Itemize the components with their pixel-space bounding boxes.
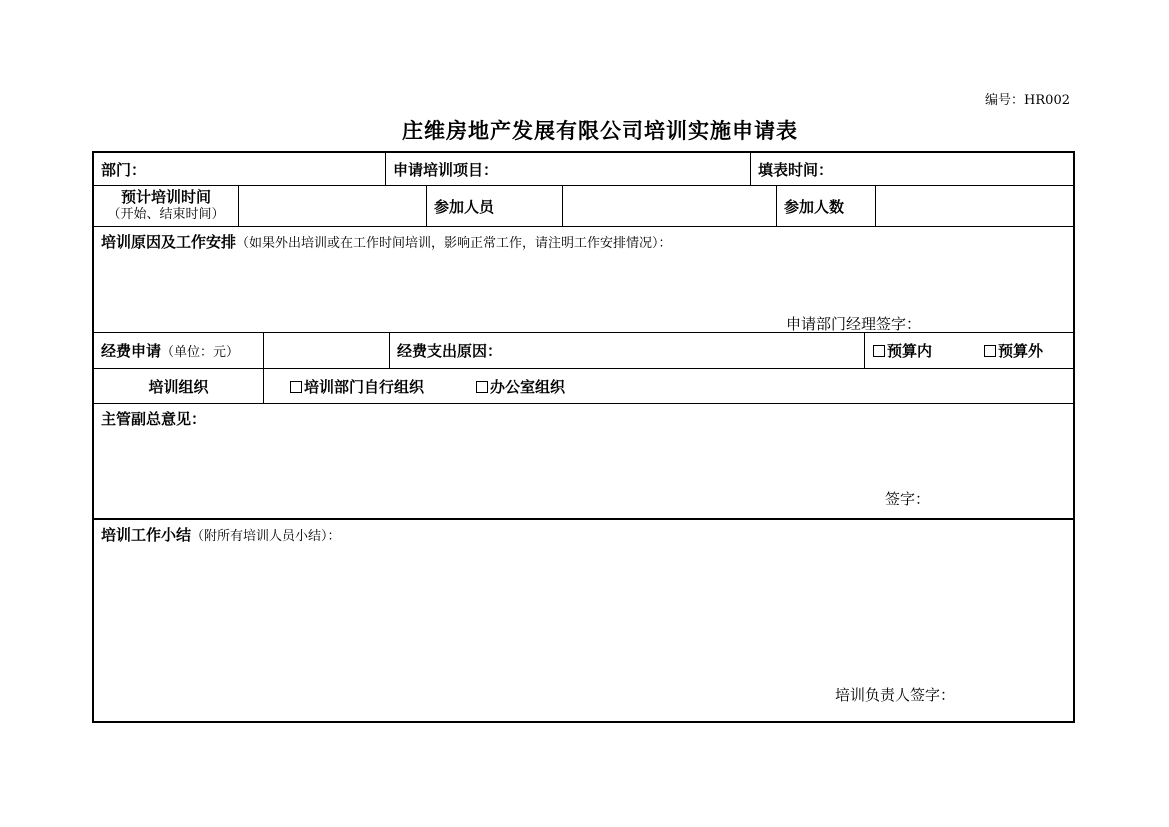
vp-opinion-label: 主管副总意见： xyxy=(101,410,207,428)
office-option[interactable] xyxy=(476,376,565,397)
fill-time-label: 填表时间： xyxy=(758,160,834,179)
department-label: 部门： xyxy=(101,160,147,179)
participant-count-input[interactable] xyxy=(876,186,1073,226)
planned-time-label: 预计培训时间 xyxy=(120,188,211,206)
in-budget-label: 预算内 xyxy=(887,342,933,360)
serial-number: 编号：HR002 xyxy=(985,93,1070,108)
budget-options-cell xyxy=(865,333,1073,368)
dept-self-checkbox[interactable] xyxy=(290,381,302,393)
participants-label-cell xyxy=(427,186,563,226)
training-reason-cell[interactable] xyxy=(94,227,1073,332)
organization-label: 培训组织 xyxy=(148,377,209,396)
office-checkbox[interactable] xyxy=(476,381,488,393)
participant-count-label-cell xyxy=(777,186,876,226)
vp-signature-label: 签字： xyxy=(885,490,931,508)
training-reason-label: 培训原因及工作安排 xyxy=(101,233,237,251)
training-project-label: 申请培训项目： xyxy=(393,160,499,179)
training-summary-note: （附所有培训人员小结）： xyxy=(191,529,341,544)
row-training-summary[interactable] xyxy=(94,520,1073,721)
training-reason-note: （如果外出培训或在工作时间培训，影响正常工作，请注明工作安排情况）： xyxy=(236,236,672,251)
in-budget-option[interactable] xyxy=(873,340,932,361)
expense-reason-label: 经费支出原因： xyxy=(397,342,503,360)
planned-time-input[interactable] xyxy=(239,186,427,226)
organization-label-cell xyxy=(94,369,264,403)
row-training-reason[interactable] xyxy=(94,227,1073,333)
organization-options-cell xyxy=(264,369,1073,403)
out-budget-option[interactable] xyxy=(984,340,1043,361)
form-title: 庄维房地产发展有限公司培训实施申请表 xyxy=(402,118,798,143)
training-application-form xyxy=(92,151,1075,723)
training-summary-label: 培训工作小结 xyxy=(101,526,192,544)
out-budget-checkbox[interactable] xyxy=(984,345,996,357)
row-department xyxy=(94,153,1073,186)
manager-signature-label: 申请部门经理签字： xyxy=(786,315,922,333)
dept-self-option[interactable] xyxy=(290,376,424,397)
out-budget-label: 预算外 xyxy=(998,342,1044,360)
planned-time-label-cell xyxy=(94,186,239,226)
row-vp-opinion[interactable] xyxy=(94,404,1073,520)
row-budget xyxy=(94,333,1073,369)
expense-reason-cell[interactable] xyxy=(390,333,865,368)
department-cell[interactable] xyxy=(94,153,386,185)
office-label: 办公室组织 xyxy=(490,377,566,396)
fill-time-cell[interactable] xyxy=(751,153,1073,185)
participants-input[interactable] xyxy=(563,186,777,226)
budget-label: 经费申请 xyxy=(101,342,162,360)
training-lead-signature-label: 培训负责人签字： xyxy=(835,686,956,704)
budget-unit-note: （单位：元） xyxy=(161,345,240,360)
participant-count-label: 参加人数 xyxy=(784,197,845,216)
budget-amount-input[interactable] xyxy=(264,333,390,368)
dept-self-label: 培训部门自行组织 xyxy=(304,377,425,396)
participants-label: 参加人员 xyxy=(434,197,495,216)
budget-label-cell xyxy=(94,333,264,368)
in-budget-checkbox[interactable] xyxy=(873,345,885,357)
planned-time-note: （开始、结束时间） xyxy=(107,207,225,222)
row-planned-time xyxy=(94,186,1073,227)
row-organization xyxy=(94,369,1073,404)
training-project-cell[interactable] xyxy=(386,153,751,185)
